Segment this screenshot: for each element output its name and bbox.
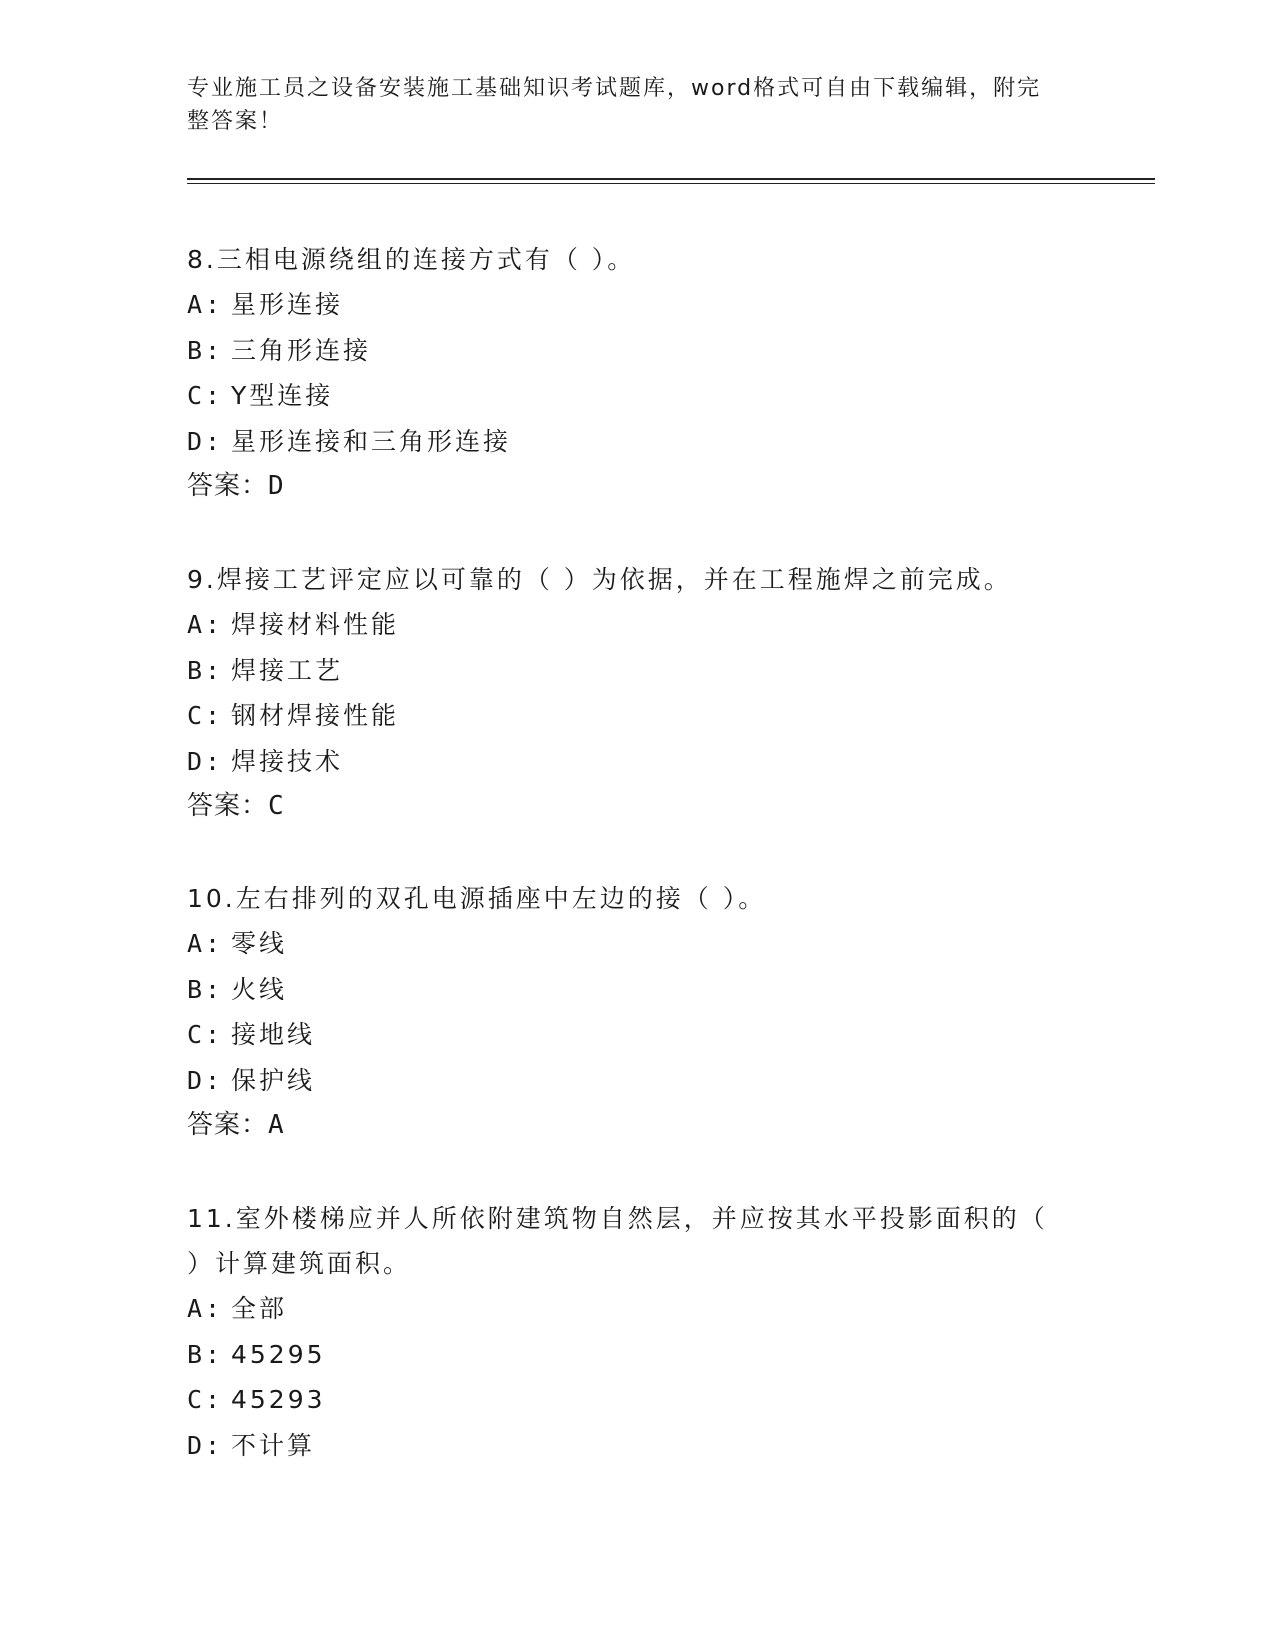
option-text: 焊接技术 [231,746,344,776]
header-line-2: 整答案！ [187,109,284,134]
answer-line: 答案：C [187,791,285,821]
option-text: 全部 [231,1294,288,1323]
option-c [187,693,1127,739]
option-letter: A: [187,290,224,319]
option-a [187,1286,1127,1332]
option-a [187,602,1127,648]
option-d [187,1058,1127,1104]
option-text: 45295 [231,1339,326,1369]
option-a [187,282,1127,328]
option-text: 45293 [231,1385,326,1414]
question-text-line-2: ）计算建筑面积。 [187,1249,412,1278]
option-letter: D: [187,426,224,456]
question-text-line-1: 11.室外楼梯应并人所依附建筑物自然层，并应按其水平投影面积的（ [187,1204,1048,1233]
option-b [187,1332,1127,1378]
option-b [187,648,1127,694]
option-text: 保护线 [231,1065,316,1095]
question-9 [187,557,1127,829]
option-text: 星形连接 [231,290,344,319]
option-letter: B: [187,1339,224,1369]
option-text: 钢材焊接性能 [231,701,400,730]
option-b [187,328,1127,374]
option-d [187,419,1127,465]
option-b [187,967,1127,1013]
option-letter: C: [187,1385,224,1414]
option-text: 焊接材料性能 [231,610,400,639]
option-letter: D: [187,746,224,776]
option-letter: B: [187,335,224,365]
option-letter: A: [187,610,224,639]
option-text: 三角形连接 [231,335,372,365]
option-letter: C: [187,1020,224,1049]
answer-line: 答案：D [187,471,285,501]
header-divider-thick [187,178,1155,180]
question-11 [187,1196,1127,1468]
option-c [187,1377,1127,1423]
option-a [187,921,1127,967]
question-10 [187,876,1127,1148]
option-letter: D: [187,1065,224,1095]
option-d [187,1423,1127,1469]
header-divider-thin [187,183,1155,184]
option-text: 焊接工艺 [231,655,344,685]
option-text: 接地线 [231,1020,316,1049]
option-c [187,373,1127,419]
option-c [187,1012,1127,1058]
option-letter: A: [187,929,224,958]
option-text: Y型连接 [231,381,334,410]
document-header [187,72,1067,138]
option-letter: C: [187,381,224,410]
option-text: 火线 [231,974,288,1004]
option-text: 星形连接和三角形连接 [231,426,512,456]
question-text: 9.焊接工艺评定应以可靠的（ ）为依据，并在工程施焊之前完成。 [187,565,1012,594]
option-text: 零线 [231,929,288,958]
header-line-1: 专业施工员之设备安装施工基础知识考试题库，word格式可自由下载编辑，附完 [187,76,1042,101]
question-text: 10.左右排列的双孔电源插座中左边的接（ ）。 [187,884,767,913]
option-letter: A: [187,1294,224,1323]
option-d [187,739,1127,785]
option-letter: D: [187,1430,224,1460]
question-text: 8.三相电源绕组的连接方式有（ ）。 [187,245,636,274]
option-text: 不计算 [231,1430,316,1460]
option-letter: B: [187,974,224,1004]
answer-line: 答案：A [187,1110,285,1140]
option-letter: C: [187,701,224,730]
option-letter: B: [187,655,224,685]
question-8 [187,237,1127,509]
